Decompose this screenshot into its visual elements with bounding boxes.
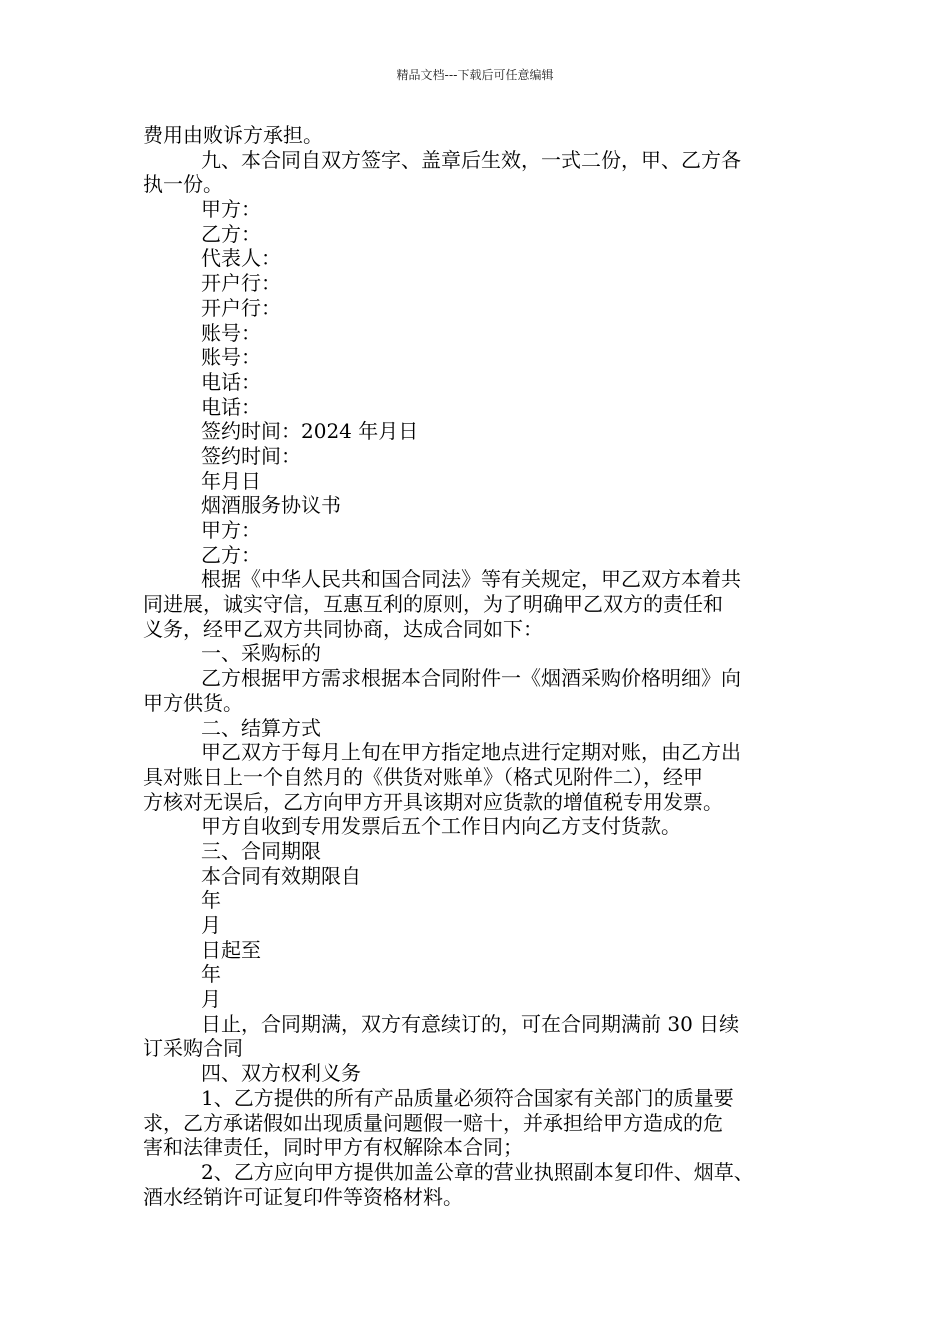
text-line: 签约时间： [201,443,301,468]
text-line: 电话： [201,394,261,419]
text-line: 年 [201,888,221,913]
text-line: 日止，合同期满，双方有意续订的，可在合同期满前 30 日续 [201,1011,740,1036]
text-line: 酒水经销许可证复印件等资格材料。 [143,1184,463,1209]
text-line: 本合同有效期限自 [201,863,361,888]
text-line: 义务，经甲乙双方共同协商，达成合同如下： [143,616,543,641]
text-line: 电话： [201,369,261,394]
text-line: 根据《中华人民共和国合同法》等有关规定，甲乙双方本着共 [201,567,741,592]
text-line: 甲方： [201,518,261,542]
text-line: 执一份。 [143,172,223,197]
text-line: 甲方： [201,197,261,222]
text-line: 2、乙方应向甲方提供加盖公章的营业执照副本复印件、烟草、 [201,1159,754,1184]
text-line: 乙方： [201,542,261,567]
text-line: 乙方根据甲方需求根据本合同附件一《烟酒采购价格明细》向 [201,666,741,691]
document-body [143,123,808,1209]
text-line: 签约时间：2024 年月日 [201,419,419,444]
text-line: 方核对无误后，乙方向甲方开具该期对应货款的增值税专用发票。 [143,789,723,814]
text-line: 日起至 [201,937,261,962]
text-line: 开户行： [201,295,281,320]
text-line: 烟酒服务协议书 [201,493,341,518]
text-line: 月 [201,913,221,937]
text-line: 订采购合同 [143,1036,243,1061]
text-line: 月 [201,987,221,1012]
text-line: 具对账日上一个自然月的《供货对账单》（格式见附件二），经甲 [143,764,703,789]
text-line: 九、本合同自双方签字、盖章后生效，一式二份，甲、乙方各 [201,147,741,172]
text-line: 年月日 [201,468,261,493]
text-line: 甲方供货。 [143,690,243,715]
text-line: 二、结算方式 [201,715,321,740]
text-line: 求，乙方承诺假如出现质量问题假一赔十，并承担给甲方造成的危 [143,1110,723,1135]
text-line: 甲方自收到专用发票后五个工作日内向乙方支付货款。 [201,814,681,839]
text-line: 代表人： [201,246,281,271]
page-header: 精品文档---下载后可任意编辑 [396,68,554,82]
text-line: 开户行： [201,271,281,296]
text-line: 费用由败诉方承担。 [143,123,323,147]
text-line: 年 [201,962,221,987]
text-line: 1、乙方提供的所有产品质量必须符合国家有关部门的质量要 [201,1085,734,1110]
text-line: 害和法律责任，同时甲方有权解除本合同； [143,1135,523,1160]
text-line: 甲乙双方于每月上旬在甲方指定地点进行定期对账，由乙方出 [201,740,741,765]
text-line: 账号： [201,320,261,345]
text-line: 三、合同期限 [201,838,321,863]
text-line: 同进展，诚实守信，互惠互利的原则，为了明确甲乙双方的责任和 [143,592,723,617]
text-line: 账号： [201,345,261,370]
text-line: 四、双方权利义务 [201,1061,361,1086]
text-line: 乙方： [201,221,261,246]
text-line: 一、采购标的 [201,641,321,666]
